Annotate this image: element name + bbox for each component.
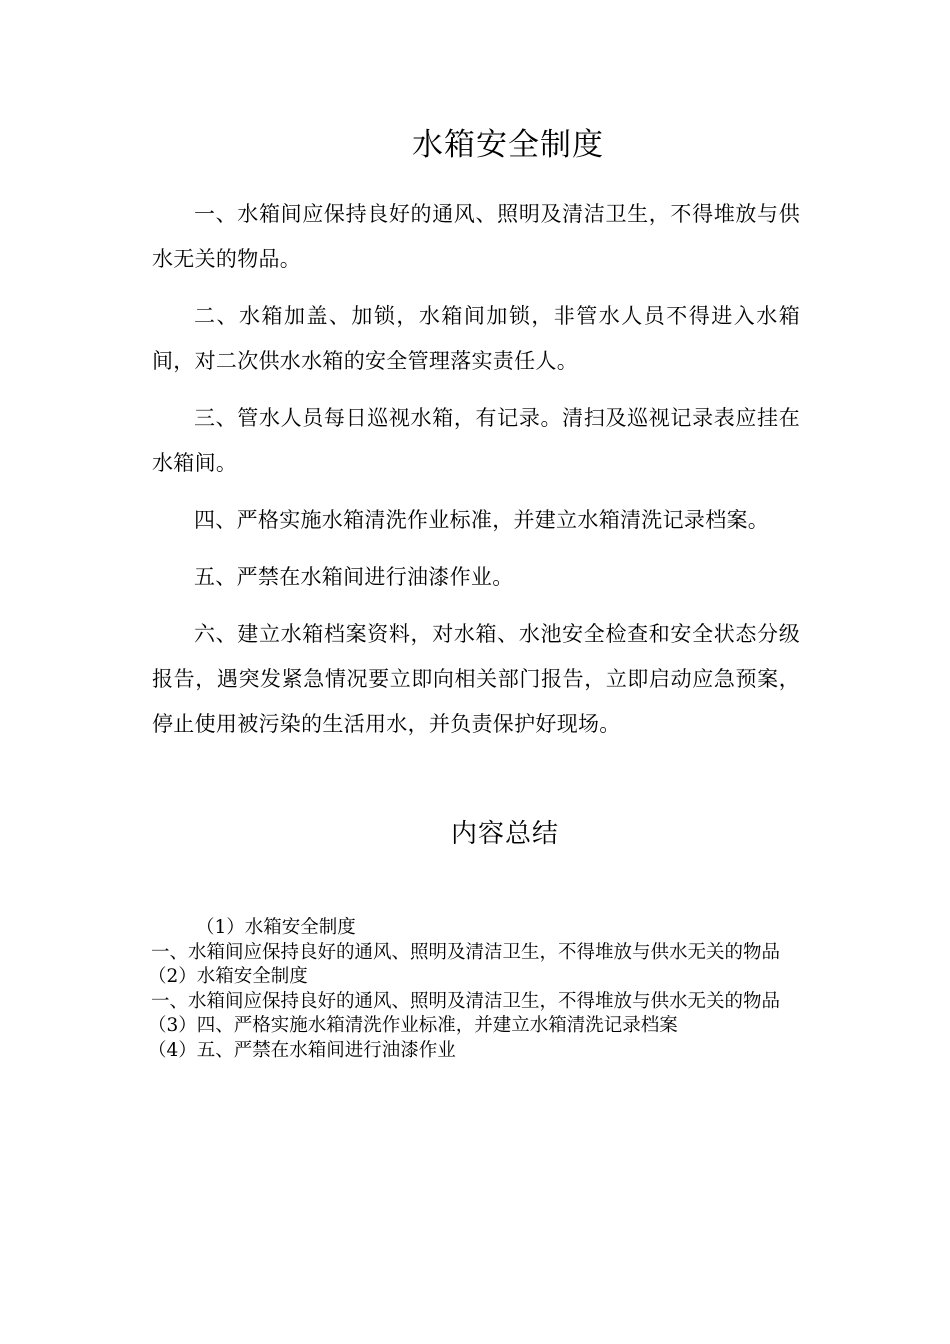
summary-item-1-text: 一、水箱间应保持良好的通风、照明及清洁卫生，不得堆放与供水无关的物品: [151, 941, 781, 963]
paragraph-6: 六、建立水箱档案资料，对水箱、水池安全检查和安全状态分级报告，遇突发紧急情况要立即向相关部门报告，立即启动应急预案，停止使用被污染的生活用水，并负责保护好现场。: [152, 622, 800, 736]
summary-item-2: （2）水箱安全制度: [148, 966, 308, 987]
summary-item-2-text: 一、水箱间应保持良好的通风、照明及清洁卫生，不得堆放与供水无关的物品: [151, 990, 781, 1012]
document-title: 水箱安全制度: [412, 127, 604, 163]
summary-item-1: （1）水箱安全制度: [196, 917, 356, 938]
document-body: [152, 192, 800, 759]
paragraph-2: 二、水箱加盖、加锁，水箱间加锁，非管水人员不得进入水箱间，对二次供水水箱的安全管理落实责任人。: [152, 304, 800, 373]
summary-item-3: （3）四、严格实施水箱清洗作业标准，并建立水箱清洗记录档案: [148, 1015, 678, 1036]
summary-list: [148, 916, 801, 1063]
summary-title: 内容总结: [450, 819, 559, 849]
summary-item-4: （4）五、严禁在水箱间进行油漆作业: [148, 1039, 456, 1061]
paragraph-1: 一、水箱间应保持良好的通风、照明及清洁卫生，不得堆放与供水无关的物品。: [152, 202, 800, 271]
paragraph-4: 四、严格实施水箱清洗作业标准，并建立水箱清洗记录档案。: [194, 508, 770, 532]
paragraph-5: 五、严禁在水箱间进行油漆作业。: [194, 565, 514, 589]
paragraph-3: 三、管水人员每日巡视水箱，有记录。清扫及巡视记录表应挂在水箱间。: [152, 406, 800, 475]
